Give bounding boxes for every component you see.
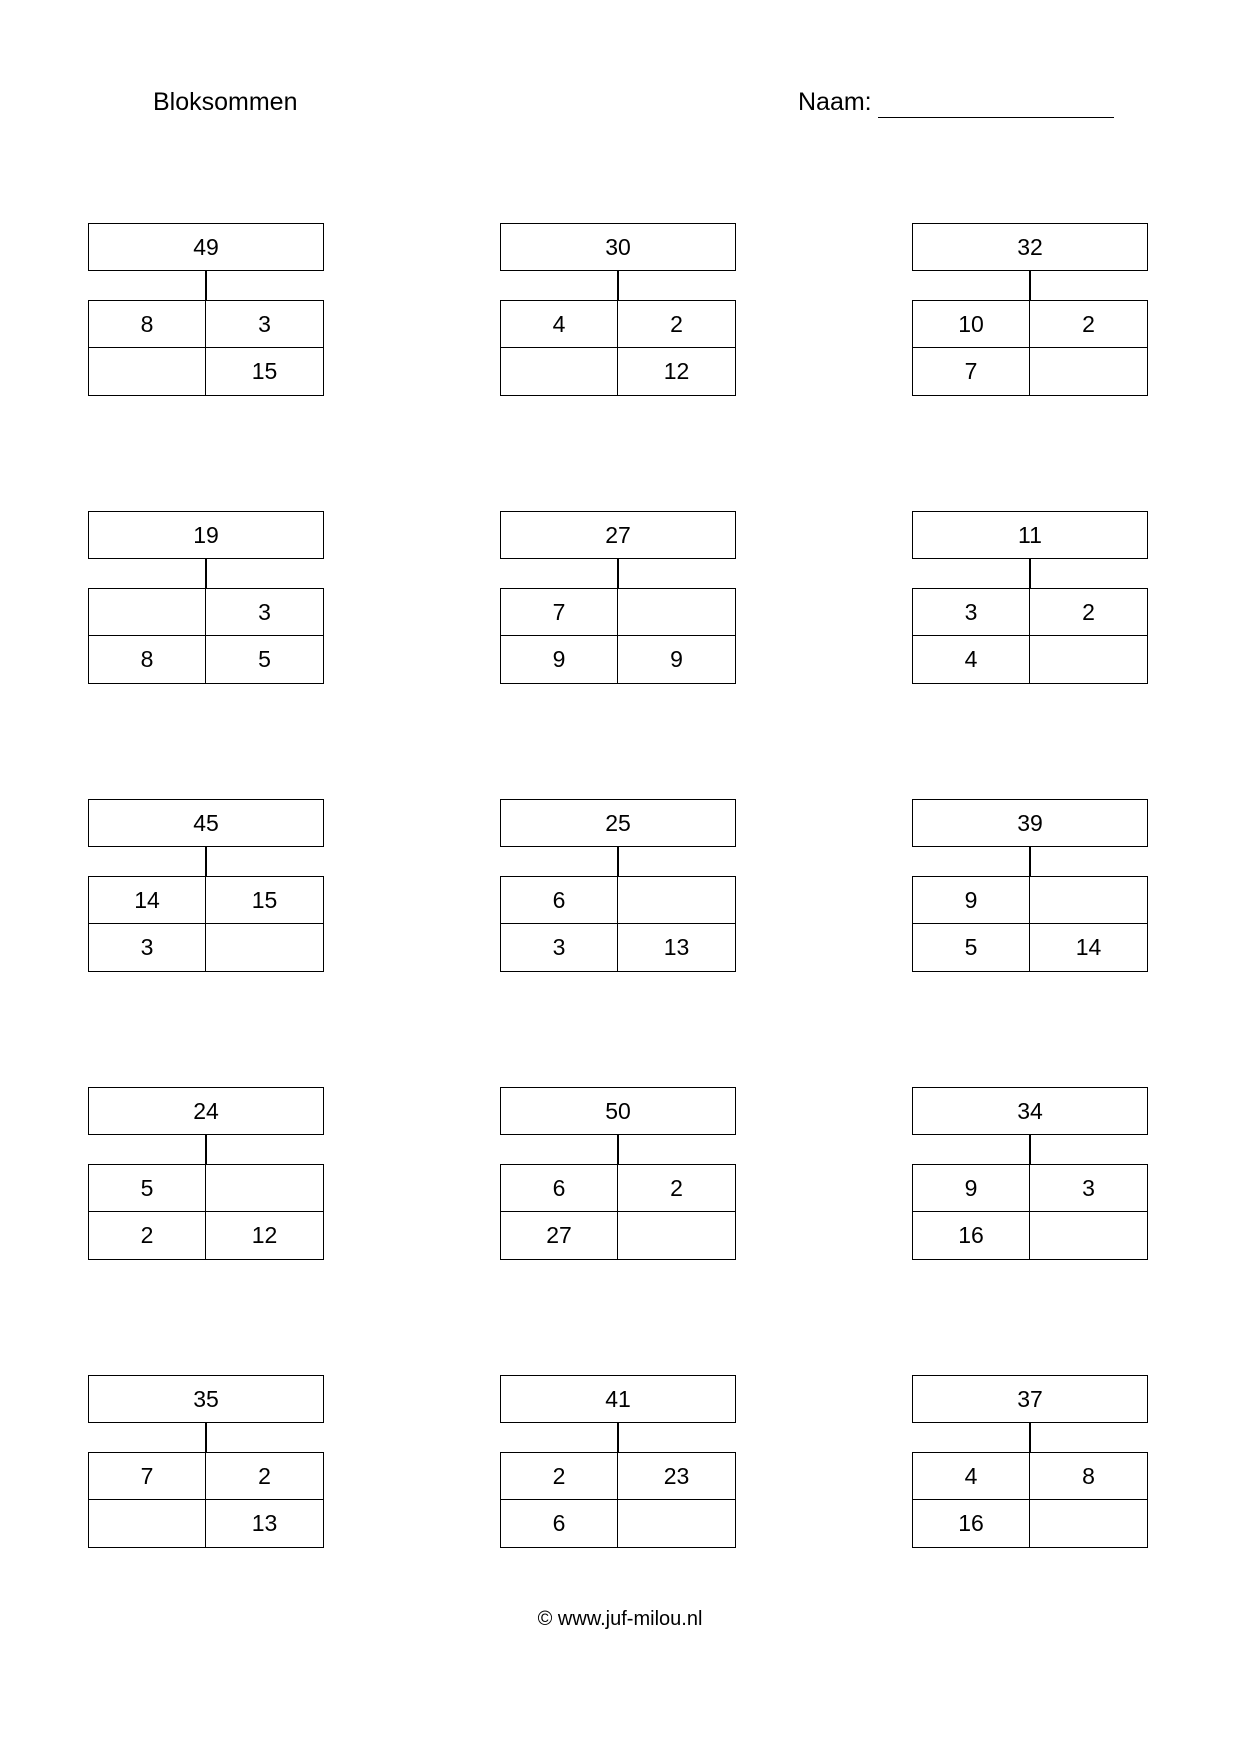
puzzle-cell: 6 <box>501 1165 618 1212</box>
puzzle-grid <box>500 588 736 684</box>
puzzle-cell: 8 <box>89 301 206 348</box>
puzzle-cell: 13 <box>663 934 690 960</box>
block-puzzle <box>912 1375 1148 1548</box>
puzzle-total: 25 <box>500 799 736 847</box>
block-puzzle <box>912 1087 1148 1260</box>
puzzle-cell: 2 <box>89 1212 206 1259</box>
puzzle-total: 27 <box>500 511 736 559</box>
puzzle-cell[interactable] <box>1030 1212 1147 1259</box>
puzzle-cell[interactable] <box>206 924 323 971</box>
puzzle-cell[interactable] <box>1030 877 1147 924</box>
puzzle-cell: 2 <box>1030 301 1147 348</box>
puzzle-grid <box>88 1164 324 1260</box>
puzzle-cell[interactable] <box>1030 348 1147 395</box>
puzzle-total: 45 <box>88 799 324 847</box>
puzzle-cell: 8 <box>1030 1453 1147 1500</box>
puzzle-total: 30 <box>500 223 736 271</box>
puzzle-total: 49 <box>88 223 324 271</box>
puzzle-connector-line <box>617 559 619 588</box>
block-puzzle <box>912 511 1148 684</box>
puzzle-cell: 3 <box>501 924 618 971</box>
puzzle-connector-line <box>617 1423 619 1452</box>
puzzle-cell: 3 <box>206 301 323 348</box>
puzzle-grid <box>912 300 1148 396</box>
puzzle-grid <box>500 876 736 972</box>
puzzle-cell: 2 <box>1030 589 1147 636</box>
block-puzzle <box>912 799 1148 972</box>
block-puzzle <box>88 511 324 684</box>
puzzle-total: 37 <box>912 1375 1148 1423</box>
block-puzzle <box>500 799 736 972</box>
puzzle-cell: 2 <box>206 1453 323 1500</box>
puzzle-cell: 6 <box>501 1500 618 1547</box>
puzzle-connector-line <box>617 1135 619 1164</box>
block-puzzle <box>88 799 324 972</box>
puzzle-cell: 16 <box>913 1500 1030 1547</box>
puzzle-total: 24 <box>88 1087 324 1135</box>
block-puzzle <box>500 1087 736 1260</box>
puzzle-cell: 2 <box>501 1453 618 1500</box>
block-puzzle <box>500 223 736 396</box>
puzzle-cell: 7 <box>501 589 618 636</box>
puzzle-cell: 2 <box>618 301 735 348</box>
puzzle-grid <box>88 876 324 972</box>
puzzle-cell: 7 <box>913 348 1030 395</box>
block-puzzle <box>88 1087 324 1260</box>
puzzle-connector-line <box>617 847 619 876</box>
puzzle-cell: 5 <box>258 646 271 672</box>
puzzle-cell: 8 <box>89 636 206 683</box>
puzzle-connector-line <box>1029 1135 1031 1164</box>
footer-copyright: © www.juf-milou.nl <box>537 1608 703 1630</box>
puzzle-connector-line <box>205 1423 207 1452</box>
puzzle-total: 34 <box>912 1087 1148 1135</box>
puzzle-total: 11 <box>912 511 1148 559</box>
puzzle-cell: 9 <box>913 1165 1030 1212</box>
puzzle-total: 32 <box>912 223 1148 271</box>
name-label: Naam: <box>798 88 872 116</box>
puzzle-cell[interactable] <box>618 589 735 636</box>
block-puzzle <box>500 511 736 684</box>
puzzle-connector-line <box>205 559 207 588</box>
block-puzzle <box>500 1375 736 1548</box>
puzzle-cell: 13 <box>251 1510 278 1536</box>
puzzle-connector-line <box>617 271 619 300</box>
puzzle-cell: 15 <box>251 358 278 384</box>
puzzle-connector-line <box>205 847 207 876</box>
puzzle-grid <box>88 1452 324 1548</box>
puzzle-grid <box>912 1164 1148 1260</box>
puzzle-total: 19 <box>88 511 324 559</box>
puzzle-cell: 3 <box>913 589 1030 636</box>
puzzle-cell: 15 <box>206 877 323 924</box>
puzzle-cell[interactable] <box>89 348 206 395</box>
puzzle-cell: 23 <box>618 1453 735 1500</box>
puzzle-grid <box>500 300 736 396</box>
puzzle-connector-line <box>1029 847 1031 876</box>
puzzle-cell: 9 <box>913 877 1030 924</box>
puzzle-cell[interactable] <box>501 348 618 395</box>
puzzle-cell: 27 <box>501 1212 618 1259</box>
block-puzzle <box>912 223 1148 396</box>
puzzle-cell: 6 <box>501 877 618 924</box>
puzzle-cell: 5 <box>913 924 1030 971</box>
puzzle-connector-line <box>205 1135 207 1164</box>
puzzle-cell: 5 <box>89 1165 206 1212</box>
puzzle-cell: 4 <box>501 301 618 348</box>
puzzle-cell: 9 <box>501 636 618 683</box>
puzzle-grid <box>500 1164 736 1260</box>
puzzle-grid <box>500 1452 736 1548</box>
puzzle-cell: 12 <box>663 358 690 384</box>
puzzle-grid <box>912 1452 1148 1548</box>
puzzle-cell[interactable] <box>618 1212 735 1259</box>
puzzle-grid <box>88 300 324 396</box>
puzzle-cell: 14 <box>1075 934 1102 960</box>
block-puzzle <box>88 223 324 396</box>
puzzle-connector-line <box>1029 1423 1031 1452</box>
puzzle-cell: 3 <box>89 924 206 971</box>
puzzle-cell: 9 <box>670 646 683 672</box>
worksheet-title: Bloksommen <box>153 88 298 116</box>
puzzle-cell: 12 <box>251 1222 278 1248</box>
puzzle-connector-line <box>1029 271 1031 300</box>
puzzle-cell: 10 <box>913 301 1030 348</box>
block-puzzle <box>88 1375 324 1548</box>
puzzle-cell[interactable] <box>1030 1500 1147 1547</box>
puzzle-total: 50 <box>500 1087 736 1135</box>
puzzle-cell: 3 <box>1030 1165 1147 1212</box>
puzzle-grid <box>912 588 1148 684</box>
puzzle-cell: 7 <box>89 1453 206 1500</box>
puzzle-connector-line <box>1029 559 1031 588</box>
puzzle-cell[interactable] <box>89 1500 206 1547</box>
puzzle-cell[interactable] <box>618 877 735 924</box>
puzzle-total: 39 <box>912 799 1148 847</box>
puzzle-cell[interactable] <box>618 1500 735 1547</box>
puzzle-cell: 16 <box>913 1212 1030 1259</box>
puzzle-cell: 4 <box>913 636 1030 683</box>
puzzle-connector-line <box>205 271 207 300</box>
puzzle-cell[interactable] <box>206 1165 323 1212</box>
puzzle-total: 41 <box>500 1375 736 1423</box>
puzzle-grid <box>88 588 324 684</box>
puzzle-cell: 2 <box>618 1165 735 1212</box>
puzzle-grid <box>912 876 1148 972</box>
puzzle-cell[interactable] <box>89 589 206 636</box>
puzzle-cell: 14 <box>89 877 206 924</box>
puzzle-cell: 4 <box>913 1453 1030 1500</box>
puzzle-cell: 3 <box>206 589 323 636</box>
puzzle-total: 35 <box>88 1375 324 1423</box>
puzzle-cell[interactable] <box>1030 636 1147 683</box>
